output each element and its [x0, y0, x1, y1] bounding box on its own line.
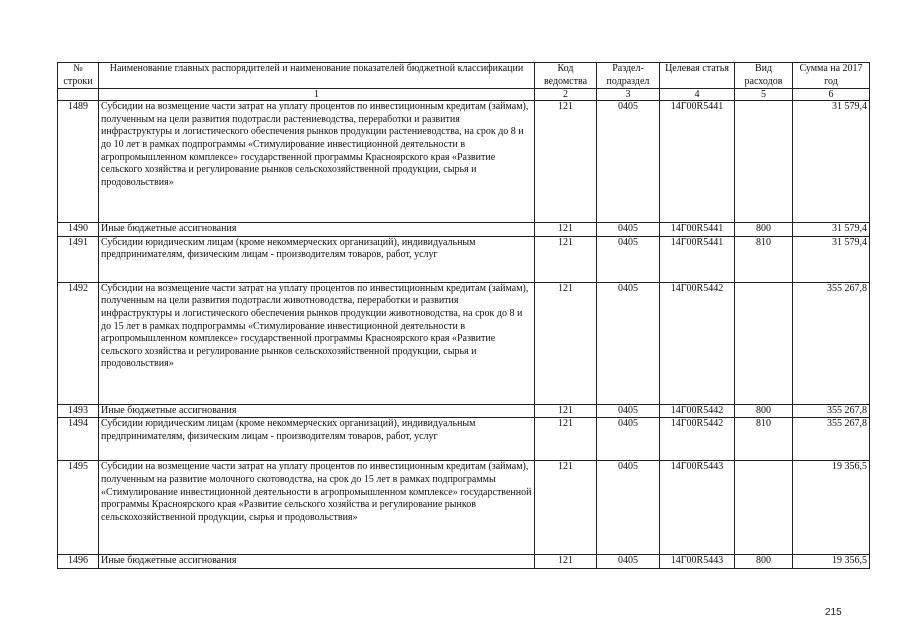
- header-row-no: № строки: [58, 63, 99, 89]
- column-number: 1: [99, 89, 535, 101]
- column-number: 6: [793, 89, 870, 101]
- row-expense-type: 810: [735, 236, 793, 282]
- row-name: Субсидии юридическим лицам (кроме некоммерческих организаций), индивидуальным предпринимателям, физическим лицам - производителям товаров, работ, услуг: [99, 236, 535, 282]
- row-amount: 355 267,8: [793, 418, 870, 461]
- row-expense-type: [735, 282, 793, 404]
- row-target-article: 14Г00R5441: [660, 101, 735, 223]
- row-section: 0405: [597, 418, 660, 461]
- row-amount: 31 579,4: [793, 236, 870, 282]
- row-dept-code: 121: [535, 223, 597, 237]
- row-dept-code: 121: [535, 555, 597, 569]
- table-row: [58, 418, 870, 461]
- table-row: [58, 101, 870, 223]
- column-number: 2: [535, 89, 597, 101]
- row-section: 0405: [597, 404, 660, 418]
- row-section: 0405: [597, 223, 660, 237]
- row-amount: 355 267,8: [793, 404, 870, 418]
- header-row: [58, 63, 870, 89]
- row-target-article: 14Г00R5442: [660, 418, 735, 461]
- header-expense-type: Вид расходов: [735, 63, 793, 89]
- row-name: Субсидии на возмещение части затрат на уплату процентов по инвестиционным кредитам (займам), полученным на цели развития подотрасли животноводства, переработки и развития инфраструктуры и логистического обеспечения рынков продукции животноводства, на срок до 8 и до 15 лет в рамках подпрограммы «Стимулирование инвестиционной деятельности в агропромышленном комплексе» государственной программы Красноярского края «Развитие сельского хозяйства и регулирование рынков сельскохозяйственной продукции, сырья и продовольствия»: [99, 282, 535, 404]
- table-row: [58, 461, 870, 555]
- row-amount: 355 267,8: [793, 282, 870, 404]
- row-dept-code: 121: [535, 404, 597, 418]
- row-number: 1491: [58, 236, 99, 282]
- header-target-article: Целевая статья: [660, 63, 735, 89]
- header-amount: Сумма на 2017 год: [793, 63, 870, 89]
- column-number: 3: [597, 89, 660, 101]
- row-number: 1492: [58, 282, 99, 404]
- row-amount: 19 356,5: [793, 555, 870, 569]
- row-section: 0405: [597, 555, 660, 569]
- header-section: Раздел-подраздел: [597, 63, 660, 89]
- budget-table: [57, 62, 870, 569]
- row-expense-type: 800: [735, 223, 793, 237]
- column-number: [58, 89, 99, 101]
- row-name: Иные бюджетные ассигнования: [99, 404, 535, 418]
- table-row: [58, 555, 870, 569]
- row-amount: 31 579,4: [793, 101, 870, 223]
- row-target-article: 14Г00R5443: [660, 555, 735, 569]
- row-target-article: 14Г00R5441: [660, 223, 735, 237]
- row-name: Иные бюджетные ассигнования: [99, 223, 535, 237]
- column-number: 5: [735, 89, 793, 101]
- column-number-row: [58, 89, 870, 101]
- row-section: 0405: [597, 282, 660, 404]
- row-amount: 19 356,5: [793, 461, 870, 555]
- row-section: 0405: [597, 461, 660, 555]
- row-expense-type: [735, 461, 793, 555]
- row-target-article: 14Г00R5441: [660, 236, 735, 282]
- row-expense-type: 800: [735, 555, 793, 569]
- row-dept-code: 121: [535, 461, 597, 555]
- row-amount: 31 579,4: [793, 223, 870, 237]
- table-row: [58, 223, 870, 237]
- table-row: [58, 404, 870, 418]
- row-number: 1489: [58, 101, 99, 223]
- row-target-article: 14Г00R5443: [660, 461, 735, 555]
- table-row: [58, 282, 870, 404]
- row-dept-code: 121: [535, 101, 597, 223]
- page-number: 215: [825, 607, 842, 618]
- row-number: 1496: [58, 555, 99, 569]
- row-name: Субсидии на возмещение части затрат на уплату процентов по инвестиционным кредитам (займам), полученным на развитие молочного скотоводства, на срок до 15 лет в рамках подпрограммы «Стимулирование инвестиционной деятельности в агропромышленном комплексе» государственной программы Красноярского края «Развитие сельского хозяйства и регулирование рынков сельскохозяйственной продукции, сырья и продовольствия»: [99, 461, 535, 555]
- row-name: Иные бюджетные ассигнования: [99, 555, 535, 569]
- row-number: 1494: [58, 418, 99, 461]
- row-number: 1495: [58, 461, 99, 555]
- row-number: 1493: [58, 404, 99, 418]
- row-expense-type: 800: [735, 404, 793, 418]
- row-target-article: 14Г00R5442: [660, 404, 735, 418]
- row-target-article: 14Г00R5442: [660, 282, 735, 404]
- table-row: [58, 236, 870, 282]
- row-dept-code: 121: [535, 418, 597, 461]
- header-name: Наименование главных распорядителей и наименование показателей бюджетной классификации: [99, 63, 535, 89]
- row-section: 0405: [597, 101, 660, 223]
- row-name: Субсидии на возмещение части затрат на уплату процентов по инвестиционным кредитам (займам), полученным на цели развития подотрасли растениеводства, переработки и развития инфраструктуры и логистического обеспечения рынков продукции растениеводства, на срок до 8 и до 10 лет в рамках подпрограммы «Стимулирование инвестиционной деятельности в агропромышленном комплексе» государственной программы Красноярского края «Развитие сельского хозяйства и регулирование рынков сельскохозяйственной продукции, сырья и продовольствия»: [99, 101, 535, 223]
- row-expense-type: 810: [735, 418, 793, 461]
- column-number: 4: [660, 89, 735, 101]
- row-name: Субсидии юридическим лицам (кроме некоммерческих организаций), индивидуальным предпринимателям, физическим лицам - производителям товаров, работ, услуг: [99, 418, 535, 461]
- row-number: 1490: [58, 223, 99, 237]
- row-expense-type: [735, 101, 793, 223]
- row-dept-code: 121: [535, 282, 597, 404]
- row-dept-code: 121: [535, 236, 597, 282]
- header-dept-code: Код ведомства: [535, 63, 597, 89]
- row-section: 0405: [597, 236, 660, 282]
